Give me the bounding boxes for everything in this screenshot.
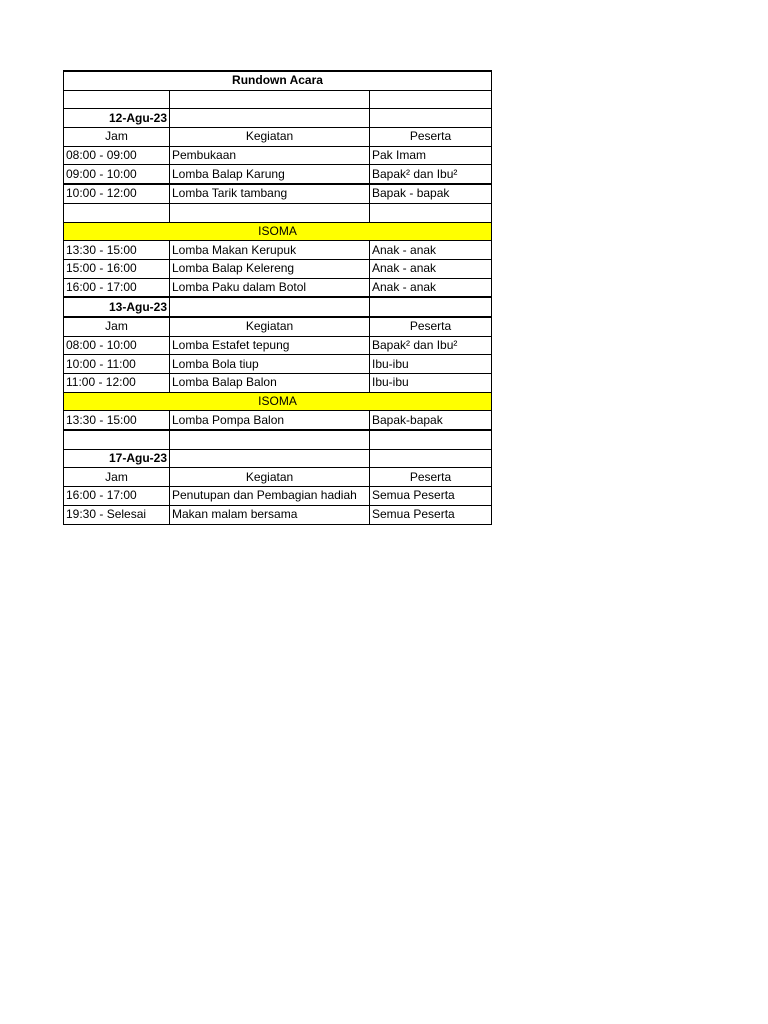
kegiatan-cell[interactable]: Makan malam bersama	[170, 505, 370, 524]
header-peserta[interactable]: Peserta	[370, 468, 492, 487]
isoma-cell[interactable]: ISOMA	[64, 392, 492, 411]
peserta-cell[interactable]: Anak - anak	[370, 241, 492, 260]
table-row	[64, 165, 492, 184]
header-jam[interactable]: Jam	[64, 317, 170, 336]
empty-cell[interactable]	[370, 449, 492, 468]
header-kegiatan[interactable]: Kegiatan	[170, 468, 370, 487]
kegiatan-cell[interactable]: Lomba Balap Balon	[170, 374, 370, 393]
title-row	[64, 71, 492, 90]
rundown-table	[63, 70, 492, 525]
jam-cell[interactable]: 10:00 - 11:00	[64, 355, 170, 374]
peserta-cell[interactable]: Bapak-bapak	[370, 411, 492, 430]
jam-cell[interactable]: 13:30 - 15:00	[64, 241, 170, 260]
isoma-cell[interactable]: ISOMA	[64, 222, 492, 241]
peserta-cell[interactable]: Anak - anak	[370, 278, 492, 297]
peserta-cell[interactable]: Semua Peserta	[370, 487, 492, 506]
empty-row	[64, 430, 492, 449]
spreadsheet	[63, 70, 491, 525]
header-row	[64, 128, 492, 147]
peserta-cell[interactable]: Ibu-ibu	[370, 374, 492, 393]
peserta-cell[interactable]: Bapak² dan Ibu²	[370, 336, 492, 355]
peserta-cell[interactable]: Bapak² dan Ibu²	[370, 165, 492, 184]
break-row	[64, 392, 492, 411]
header-jam[interactable]: Jam	[64, 468, 170, 487]
table-row	[64, 336, 492, 355]
peserta-cell[interactable]: Ibu-ibu	[370, 355, 492, 374]
empty-cell[interactable]	[170, 430, 370, 449]
table-title[interactable]: Rundown Acara	[64, 71, 492, 90]
table-row	[64, 374, 492, 393]
kegiatan-cell[interactable]: Penutupan dan Pembagian hadiah	[170, 487, 370, 506]
table-row	[64, 487, 492, 506]
empty-cell[interactable]	[370, 297, 492, 317]
date-row	[64, 109, 492, 128]
peserta-cell[interactable]: Anak - anak	[370, 259, 492, 278]
jam-cell[interactable]: 08:00 - 09:00	[64, 146, 170, 165]
header-peserta[interactable]: Peserta	[370, 128, 492, 147]
jam-cell[interactable]: 08:00 - 10:00	[64, 336, 170, 355]
empty-cell[interactable]	[170, 449, 370, 468]
jam-cell[interactable]: 16:00 - 17:00	[64, 278, 170, 297]
peserta-cell[interactable]: Pak Imam	[370, 146, 492, 165]
jam-cell[interactable]: 09:00 - 10:00	[64, 165, 170, 184]
kegiatan-cell[interactable]: Lomba Balap Karung	[170, 165, 370, 184]
jam-cell[interactable]: 15:00 - 16:00	[64, 259, 170, 278]
kegiatan-cell[interactable]: Lomba Makan Kerupuk	[170, 241, 370, 260]
table-row	[64, 355, 492, 374]
table-row	[64, 411, 492, 430]
date-cell[interactable]: 12-Agu-23	[64, 109, 170, 128]
table-row	[64, 184, 492, 203]
kegiatan-cell[interactable]: Lomba Estafet tepung	[170, 336, 370, 355]
empty-cell[interactable]	[170, 203, 370, 222]
break-row	[64, 222, 492, 241]
header-kegiatan[interactable]: Kegiatan	[170, 317, 370, 336]
header-jam[interactable]: Jam	[64, 128, 170, 147]
kegiatan-cell[interactable]: Lomba Bola tiup	[170, 355, 370, 374]
empty-cell[interactable]	[170, 297, 370, 317]
table-row	[64, 505, 492, 524]
kegiatan-cell[interactable]: Lomba Balap Kelereng	[170, 259, 370, 278]
header-peserta[interactable]: Peserta	[370, 317, 492, 336]
empty-cell[interactable]	[370, 109, 492, 128]
date-cell[interactable]: 17-Agu-23	[64, 449, 170, 468]
kegiatan-cell[interactable]: Pembukaan	[170, 146, 370, 165]
date-cell[interactable]: 13-Agu-23	[64, 297, 170, 317]
empty-cell[interactable]	[64, 430, 170, 449]
date-row	[64, 297, 492, 317]
jam-cell[interactable]: 10:00 - 12:00	[64, 184, 170, 203]
header-kegiatan[interactable]: Kegiatan	[170, 128, 370, 147]
kegiatan-cell[interactable]: Lomba Paku dalam Botol	[170, 278, 370, 297]
empty-cell[interactable]	[370, 430, 492, 449]
kegiatan-cell[interactable]: Lomba Tarik tambang	[170, 184, 370, 203]
peserta-cell[interactable]: Bapak - bapak	[370, 184, 492, 203]
empty-row	[64, 90, 492, 109]
jam-cell[interactable]: 13:30 - 15:00	[64, 411, 170, 430]
peserta-cell[interactable]: Semua Peserta	[370, 505, 492, 524]
table-row	[64, 278, 492, 297]
empty-cell[interactable]	[170, 109, 370, 128]
empty-cell[interactable]	[370, 203, 492, 222]
empty-cell[interactable]	[370, 90, 492, 109]
jam-cell[interactable]: 16:00 - 17:00	[64, 487, 170, 506]
empty-cell[interactable]	[170, 90, 370, 109]
date-row	[64, 449, 492, 468]
table-row	[64, 146, 492, 165]
empty-cell[interactable]	[64, 203, 170, 222]
empty-cell[interactable]	[64, 90, 170, 109]
empty-row	[64, 203, 492, 222]
jam-cell[interactable]: 19:30 - Selesai	[64, 505, 170, 524]
kegiatan-cell[interactable]: Lomba Pompa Balon	[170, 411, 370, 430]
jam-cell[interactable]: 11:00 - 12:00	[64, 374, 170, 393]
table-row	[64, 241, 492, 260]
table-row	[64, 259, 492, 278]
header-row	[64, 317, 492, 336]
header-row	[64, 468, 492, 487]
